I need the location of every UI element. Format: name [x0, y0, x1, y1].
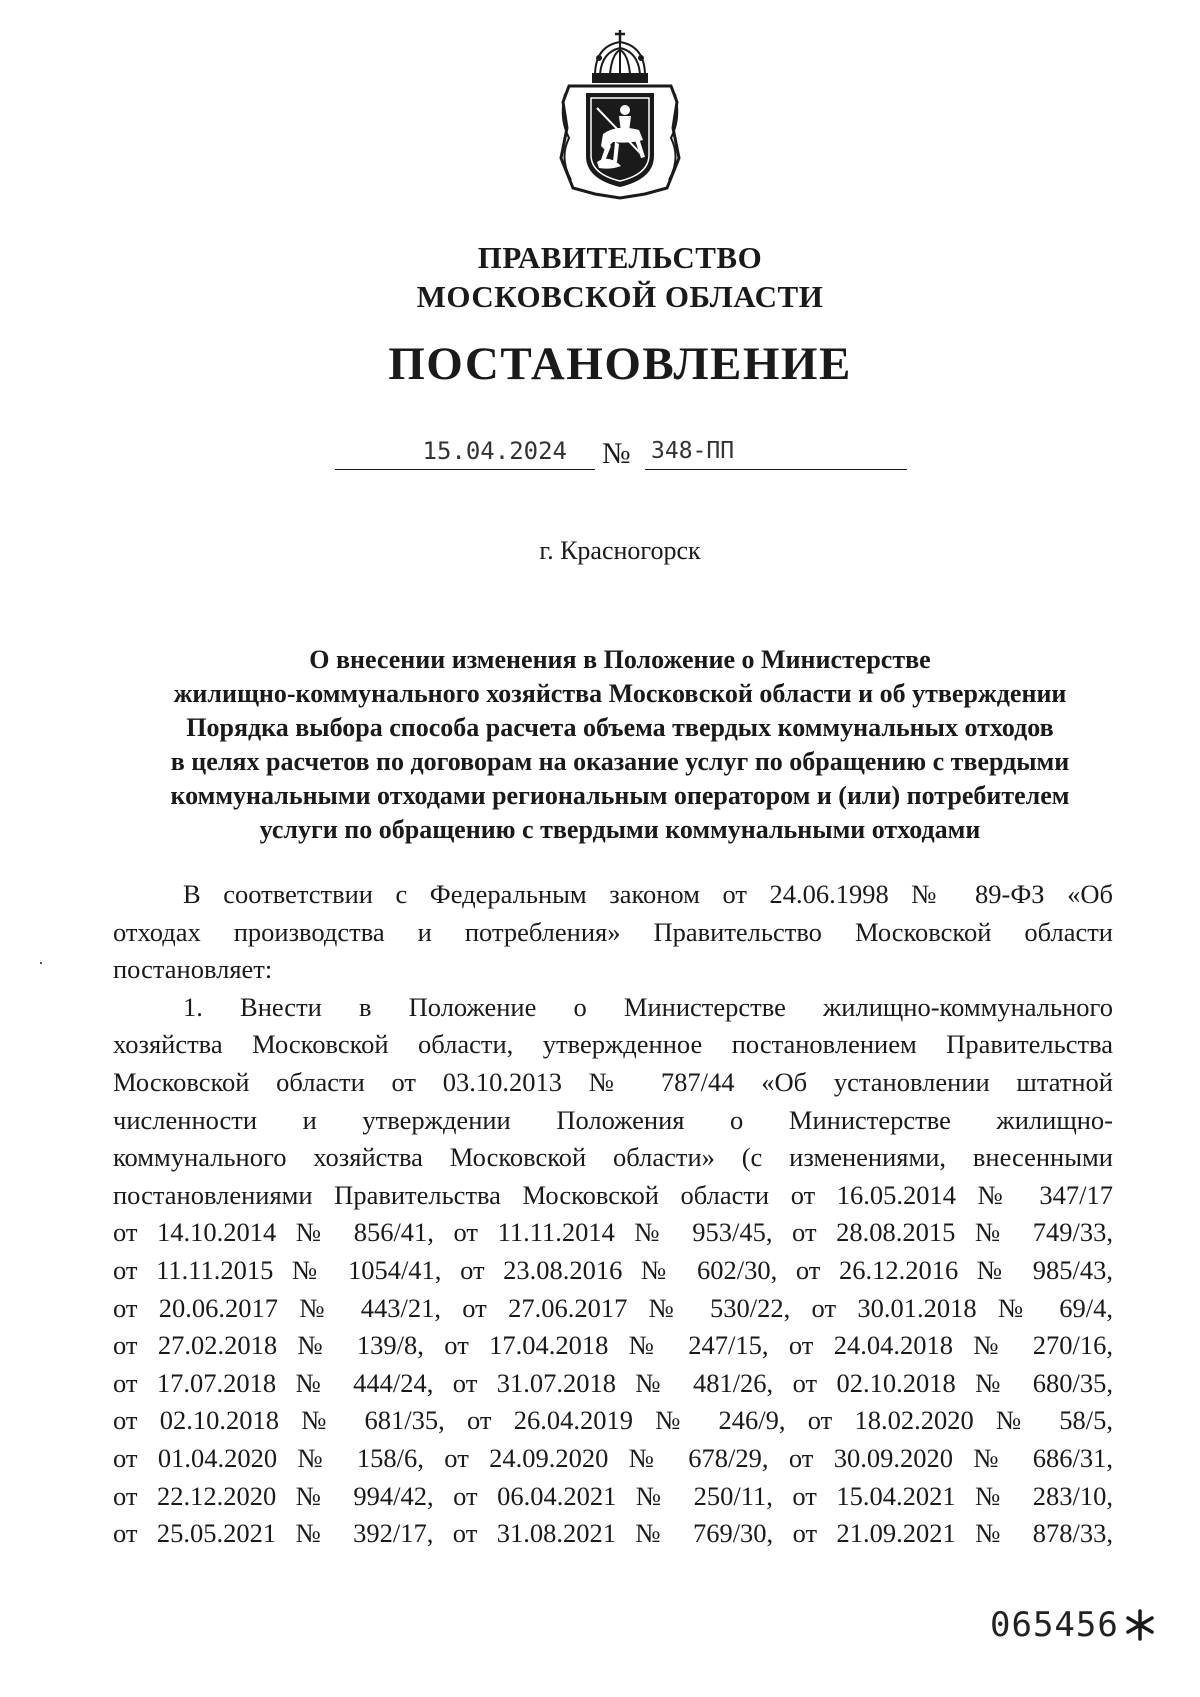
number-sign: № [602, 437, 631, 470]
document-number: 348-ПП [645, 436, 907, 470]
body-line: Московской области от 03.10.2013 № 787/44 «Об установлении штатной [113, 1066, 1113, 1097]
body-line: от 27.02.2018 № 139/8, от 17.04.2018 № 247/15, от 24.04.2018 № 270/16, [113, 1330, 1113, 1361]
body-line: постановлениями Правительства Московской области от 16.05.2014 № 347/17 [113, 1179, 1113, 1210]
coat-of-arms-emblem [555, 28, 685, 200]
body-line: 1. Внести в Положение о Министерстве жилищно-коммунального [183, 991, 1113, 1022]
subject-line: Порядка выбора способа расчета объема твердых коммунальных отходов [186, 713, 1054, 742]
government-title-line-2: МОСКОВСКОЙ ОБЛАСТИ [416, 279, 824, 314]
document-subject [100, 643, 1140, 847]
asterisk-icon [1120, 1605, 1160, 1645]
body-line: постановляет: [113, 954, 273, 985]
document-body [113, 876, 1113, 1553]
body-line: от 25.05.2021 № 392/17, от 31.08.2021 № 769/30, от 21.09.2021 № 878/33, [113, 1518, 1113, 1549]
body-line: отходах производства и потребления» Правительство Московской области [113, 916, 1113, 947]
body-line: от 17.07.2018 № 444/24, от 31.07.2018 № 481/26, от 02.10.2018 № 680/35, [113, 1367, 1113, 1398]
serial-number: 065456 [990, 1605, 1119, 1645]
government-title-line-1: ПРАВИТЕЛЬСТВО [477, 240, 763, 275]
government-title [0, 238, 1200, 316]
subject-line: в целях расчетов по договорам на оказание услуг по обращению с твердыми [170, 747, 1070, 776]
subject-line: О внесении изменения в Положение о Министерстве [309, 645, 931, 674]
body-line: от 01.04.2020 № 158/6, от 24.09.2020 № 678/29, от 30.09.2020 № 686/31, [113, 1442, 1113, 1473]
body-line: от 11.11.2015 № 1054/41, от 23.08.2016 № 602/30, от 26.12.2016 № 985/43, [113, 1254, 1113, 1285]
body-line: от 02.10.2018 № 681/35, от 26.04.2019 № 246/9, от 18.02.2020 № 58/5, [113, 1405, 1113, 1436]
body-line: от 20.06.2017 № 443/21, от 27.06.2017 № 530/22, от 30.01.2018 № 69/4, [113, 1292, 1113, 1323]
body-line: от 22.12.2020 № 994/42, от 06.04.2021 № 250/11, от 15.04.2021 № 283/10, [113, 1480, 1113, 1511]
document-date: 15.04.2024 [335, 436, 595, 470]
body-line: коммунального хозяйства Московской области» (с изменениями, внесенными [113, 1142, 1113, 1173]
document-type-heading: ПОСТАНОВЛЕНИЕ [388, 338, 852, 390]
subject-line: жилищно-коммунального хозяйства Московской области и об утверждении [173, 679, 1067, 708]
subject-line: услуги по обращению с твердыми коммунальными отходами [259, 815, 981, 844]
city-name: г. Красногорск [539, 536, 701, 565]
body-line: от 14.10.2014 № 856/41, от 11.11.2014 № 953/45, от 28.08.2015 № 749/33, [113, 1217, 1113, 1248]
body-line: хозяйства Московской области, утвержденное постановлением Правительства [113, 1029, 1113, 1060]
subject-line: коммунальными отходами региональным оператором и (или) потребителем [170, 781, 1070, 810]
scan-speck [40, 962, 42, 964]
body-line: численности и утверждении Положения о Министерстве жилищно- [113, 1104, 1113, 1135]
body-line: В соответствии с Федеральным законом от 24.06.1998 № 89-ФЗ «Об [183, 879, 1113, 909]
